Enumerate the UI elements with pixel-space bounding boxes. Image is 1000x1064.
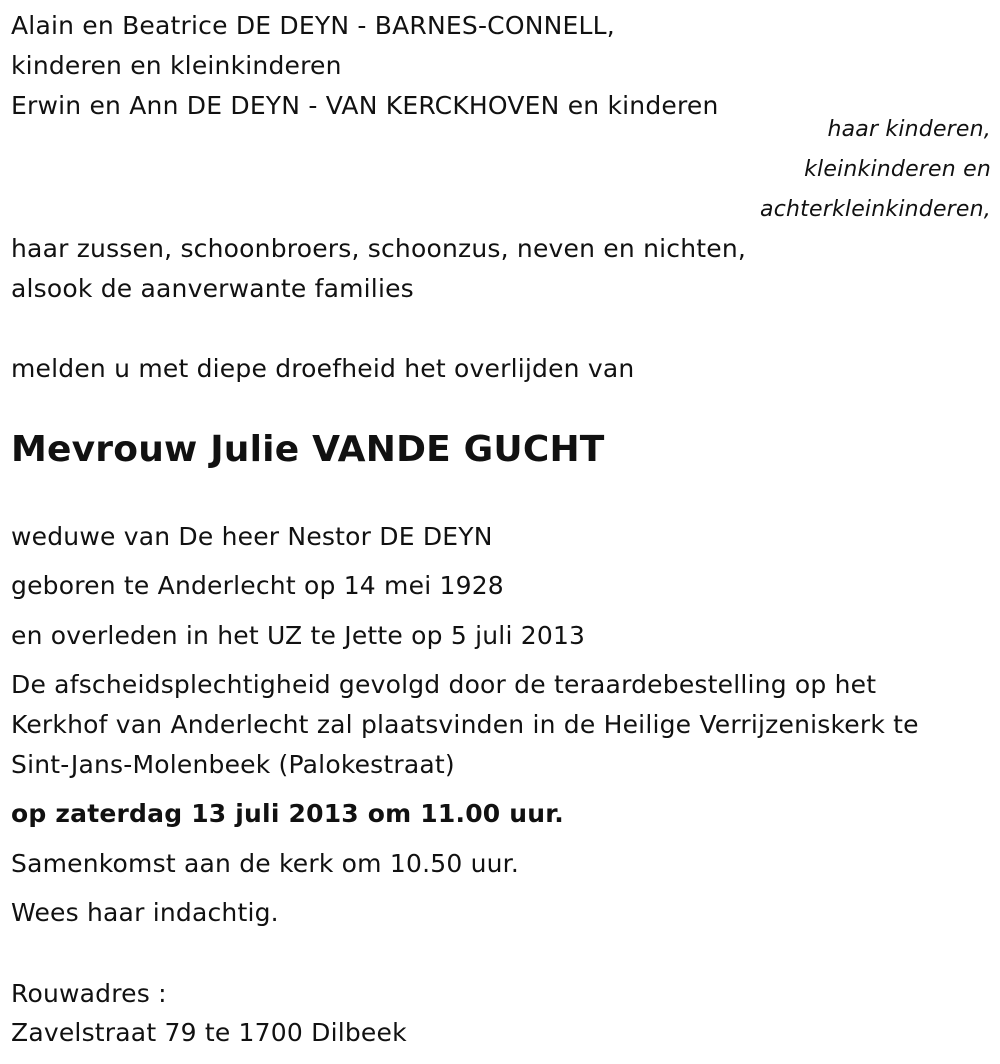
death-info: en overleden in het UZ te Jette op 5 juli 2013 [11,621,586,650]
ceremony-line-3: Sint-Jans-Molenbeek (Palokestraat) [11,750,455,779]
family-line-1: Alain en Beatrice DE DEYN - BARNES-CONNELL, [11,11,615,40]
widow-of: weduwe van De heer Nestor DE DEYN [11,522,493,551]
relatives-line-2: alsook de aanverwante families [11,274,414,303]
ceremony-date-time: op zaterdag 13 juli 2013 om 11.00 uur. [11,799,564,828]
announcement: melden u met diepe droefheid het overlijden van [11,354,635,383]
side-note-line-1: haar kinderen, [827,117,991,142]
side-note-line-2: kleinkinderen en [804,157,991,182]
ceremony-line-2: Kerkhof van Anderlecht zal plaatsvinden in de Heilige Verrijzeniskerk te [11,710,919,739]
deceased-name: Mevrouw Julie VANDE GUCHT [11,429,605,470]
side-note-line-3: achterkleinkinderen, [760,197,991,222]
family-line-2: kinderen en kleinkinderen [11,51,342,80]
birth-info: geboren te Anderlecht op 14 mei 1928 [11,571,504,600]
family-line-3: Erwin en Ann DE DEYN - VAN KERCKHOVEN en kinderen [11,91,719,120]
mourning-address-label: Rouwadres : [11,979,167,1008]
gathering-info: Samenkomst aan de kerk om 10.50 uur. [11,849,520,878]
relatives-line-1: haar zussen, schoonbroers, schoonzus, neven en nichten, [11,234,747,263]
remembrance: Wees haar indachtig. [11,898,279,927]
ceremony-line-1: De afscheidsplechtigheid gevolgd door de teraardebestelling op het [11,670,877,699]
mourning-address: Zavelstraat 79 te 1700 Dilbeek [11,1018,407,1047]
